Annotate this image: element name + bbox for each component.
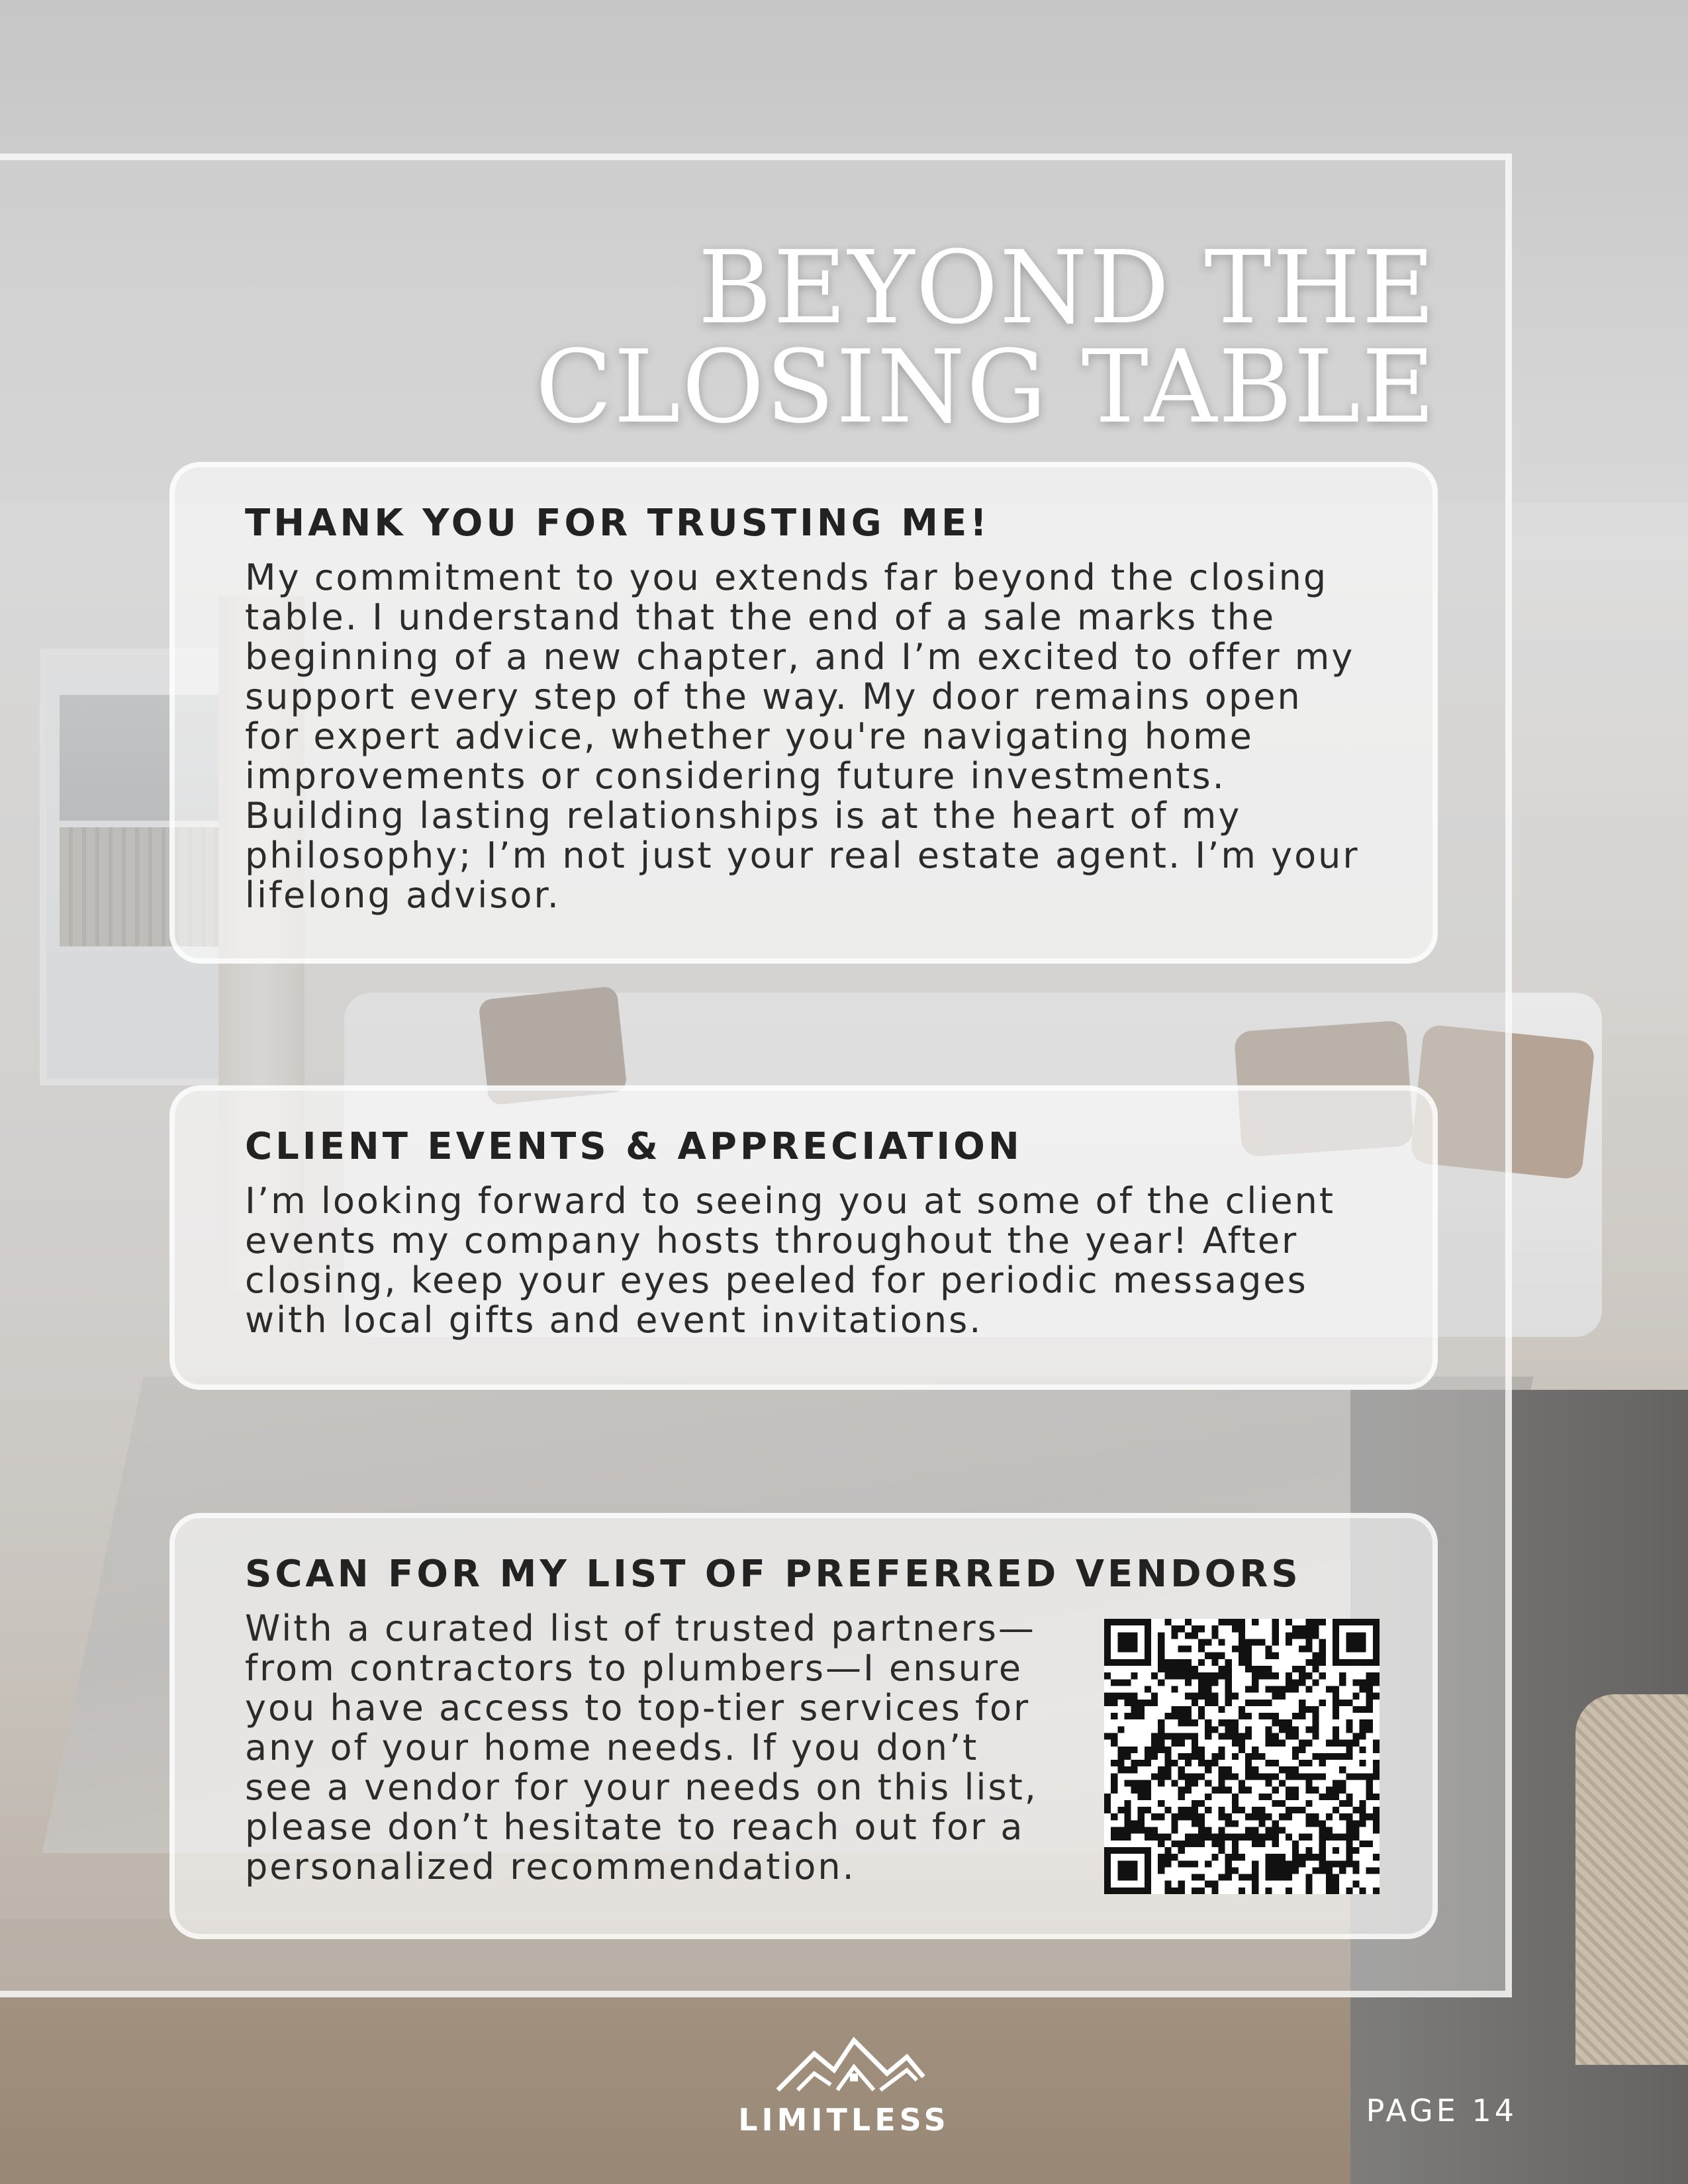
qr-code-icon[interactable]	[1104, 1619, 1380, 1894]
client-events-card	[169, 1085, 1438, 1390]
vendors-card	[169, 1513, 1438, 1939]
page-number: PAGE 14	[1366, 2093, 1517, 2128]
page-title	[535, 229, 1436, 445]
vendors-heading: SCAN FOR MY LIST OF PREFERRED VENDORS	[245, 1553, 1301, 1596]
thank-you-card	[169, 462, 1438, 964]
logo-wordmark: LIMITLESS	[738, 2102, 950, 2138]
client-events-body: I’m looking forward to seeing you at some of the client events my company hosts throughout the year! After closing, keep your eyes peeled for periodic messages with local gifts and event invitations.	[245, 1180, 1335, 1341]
title-line-1: BEYOND THE	[698, 229, 1436, 346]
client-events-heading: CLIENT EVENTS & APPRECIATION	[245, 1125, 1023, 1168]
thank-you-heading: THANK YOU FOR TRUSTING ME!	[245, 502, 990, 545]
house-roofline-logo-icon	[705, 2004, 983, 2097]
limitless-logo	[705, 2004, 983, 2136]
vendors-body: With a curated list of trusted partners—from contractors to plumbers—I ensure you have access to top-tier services for any of your home needs. If you don’t see a vendor for your needs on this list, please don’t hesitate to reach out for a personalized recommendation.	[245, 1608, 1038, 1888]
title-line-2: CLOSING TABLE	[535, 328, 1436, 445]
thank-you-body: My commitment to you extends far beyond the closing table. I understand that the end of a sale marks the beginning of a new chapter, and I’m excited to offer my support every step of the way. My door remains open for expert advice, whether you're navigating home improvements or considering future investments. Building lasting relationships is at the heart of my philosophy; I’m not just your real estate agent. I’m your lifelong advisor.	[245, 557, 1360, 916]
